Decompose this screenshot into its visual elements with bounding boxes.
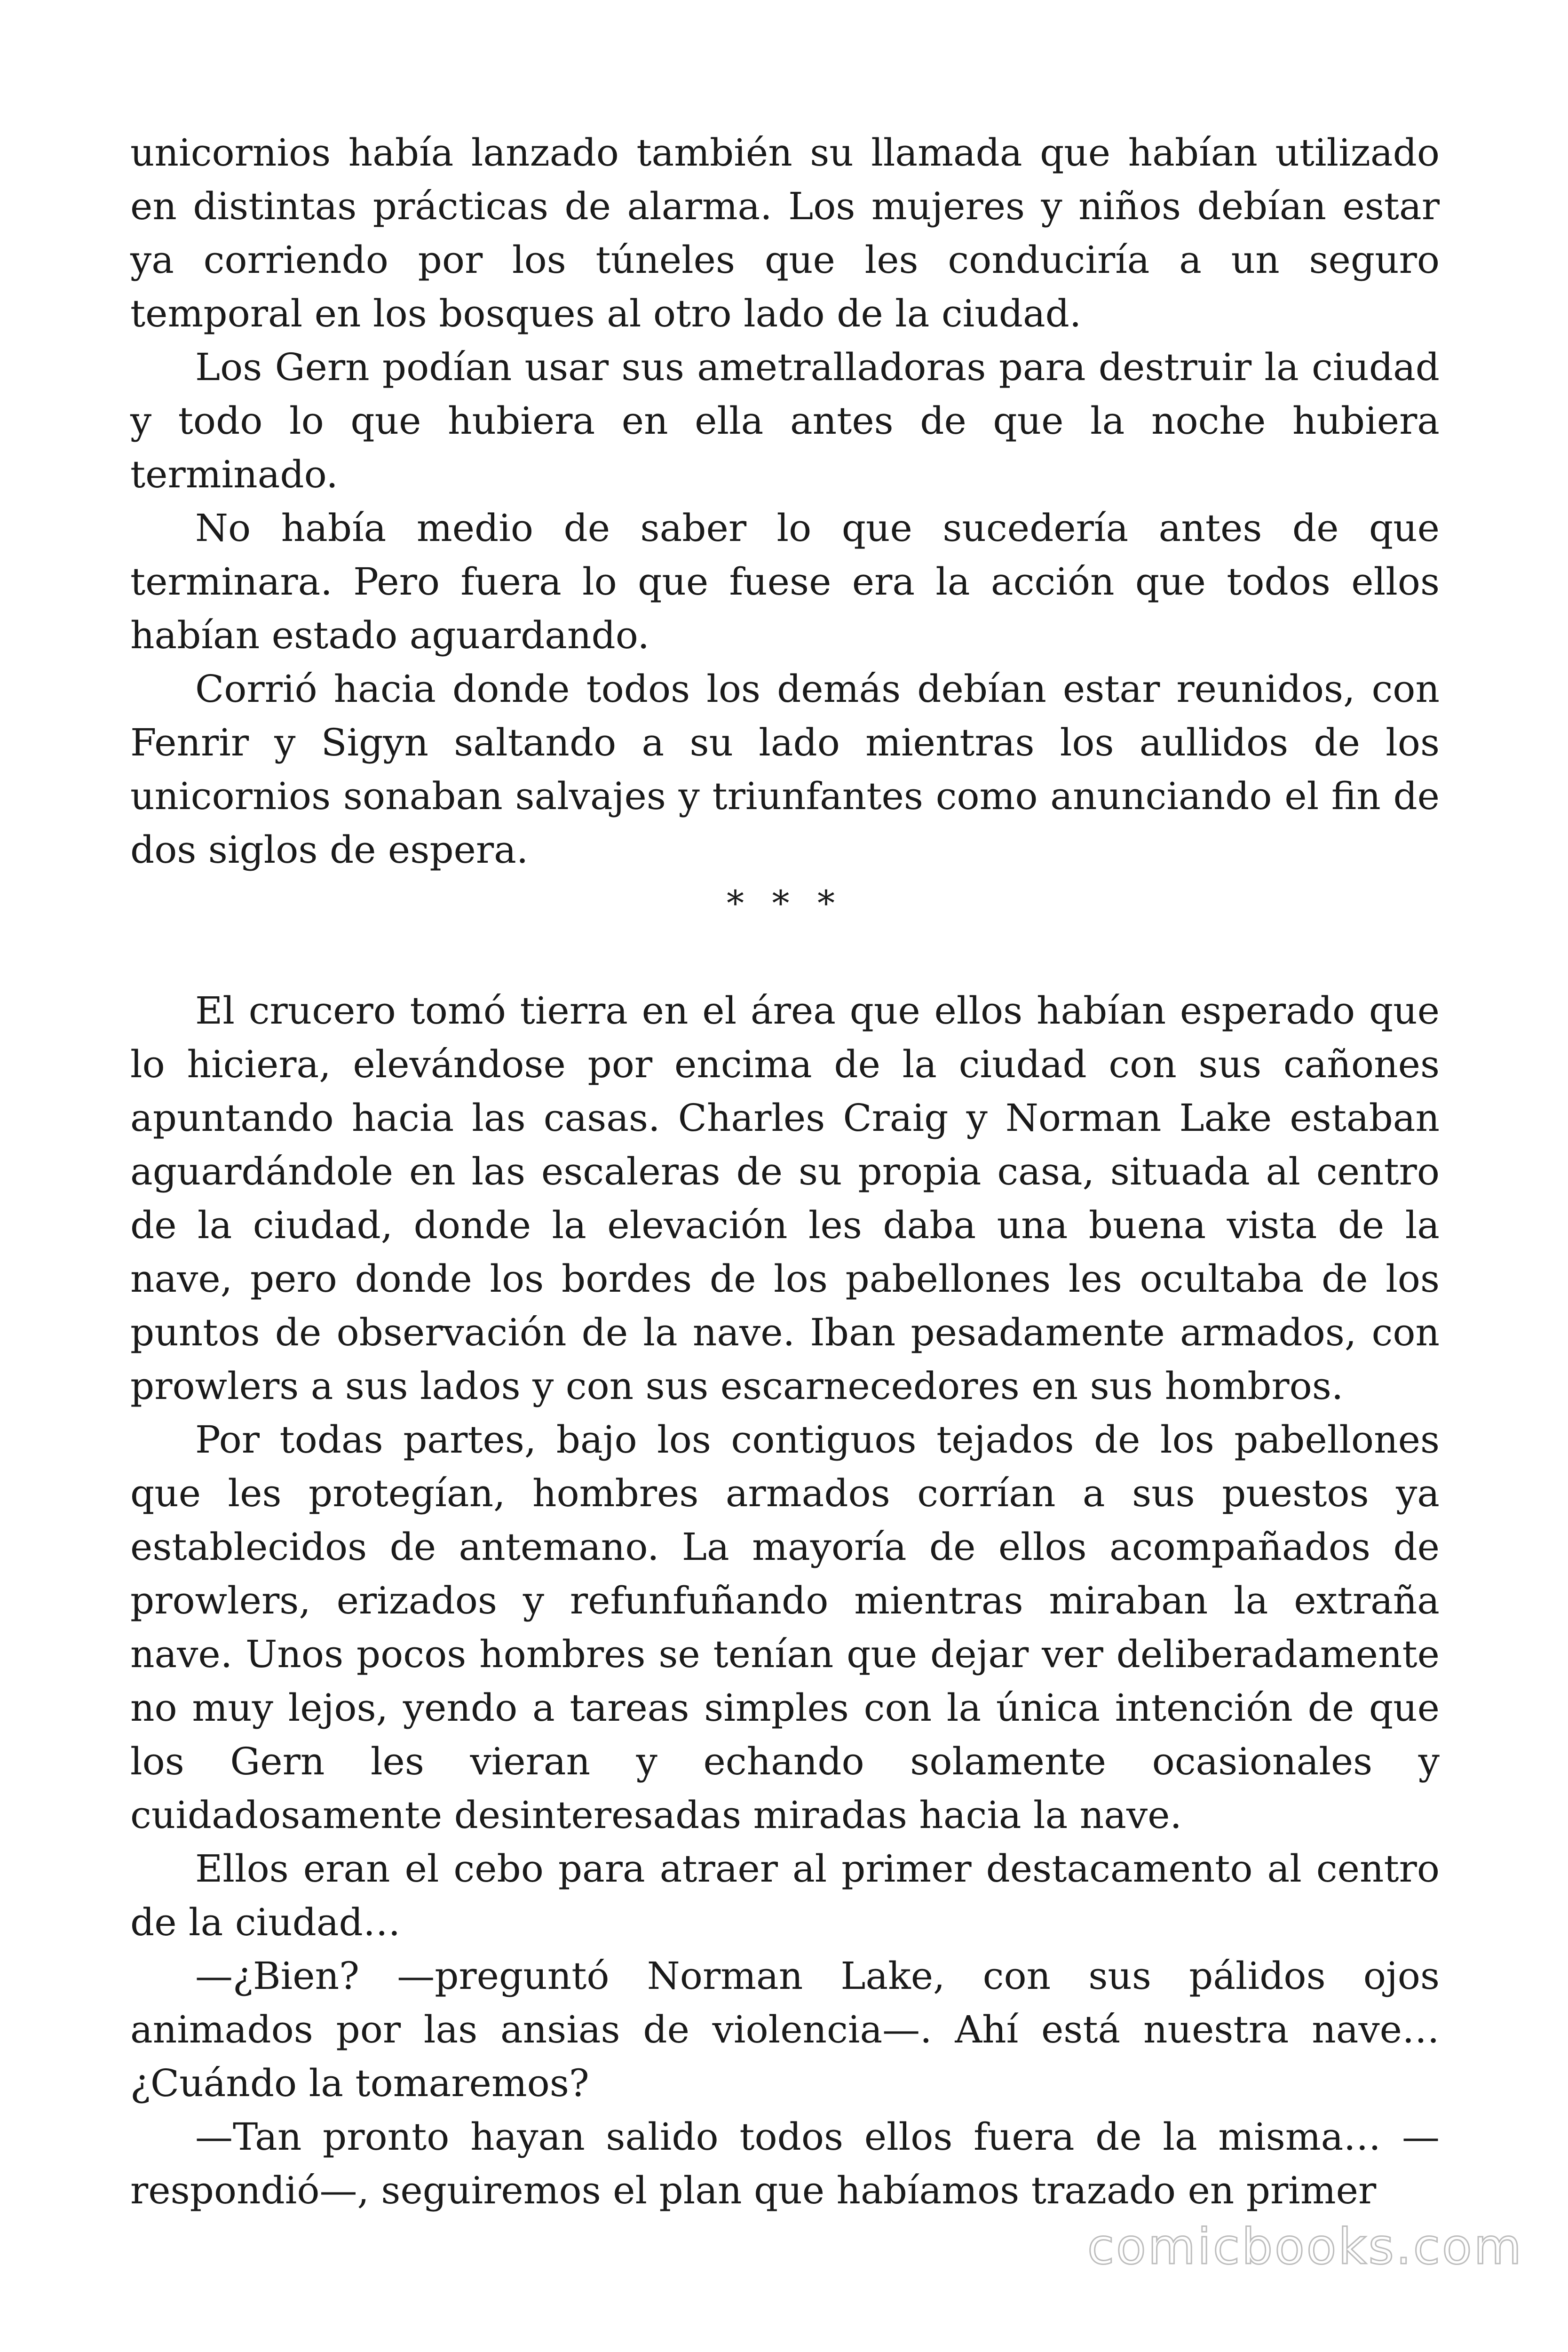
- paragraph-6: Por todas partes, bajo los contiguos tejados de los pabellones que les protegían, hombres armados corrían a sus puestos ya establecidos de antemano. La mayoría de ellos acompañados de prowlers, erizados y refunfuñando mientras miraban la extraña nave. Unos pocos hombres se tenían que dejar ver deliberadamente no muy lejos, yendo a tareas simples con la única intención de que los Gern les vieran y echando solamente ocasionales y cuidadosamente desinteresadas miradas hacia la nave.: [130, 1418, 1440, 1837]
- paragraph-5: El crucero tomó tierra en el área que ellos habían esperado que lo hiciera, elevándose por encima de la ciudad con sus cañones apuntando hacia las casas. Charles Craig y Norman Lake estaban aguardándole en las escaleras de su propia casa, situada al centro de la ciudad, donde la elevación les daba una buena vista de la nave, pero donde los bordes de los pabellones les ocultaba de los puntos de observación de la nave. Iban pesadamente armados, con prowlers a sus lados y con sus escarnecedores en sus hombros.: [130, 989, 1440, 1408]
- paragraph-7: Ellos eran el cebo para atraer al primer destacamento al centro de la ciudad…: [130, 1847, 1440, 1944]
- paragraph-2: Los Gern podían usar sus ametralladoras para destruir la ciudad y todo lo que hubiera en ella antes de que la noche hubiera terminado.: [130, 345, 1440, 496]
- paragraph-8: —¿Bien? —preguntó Norman Lake, con sus pálidos ojos animados por las ansias de violencia—. Ahí está nuestra nave… ¿Cuándo la tomaremos?: [130, 1954, 1440, 2105]
- watermark: comicbooks.com: [1087, 2218, 1523, 2275]
- paragraph-4: Corrió hacia donde todos los demás debían estar reunidos, con Fenrir y Sigyn saltando a su lado mientras los aullidos de los unicornios sonaban salvajes y triunfantes como anunciando el fin de dos siglos de espera.: [130, 667, 1440, 872]
- section-separator: * * *: [726, 883, 844, 924]
- paragraph-9: —Tan pronto hayan salido todos ellos fuera de la misma… —respondió—, seguiremos el plan que habíamos trazado en primer: [130, 2115, 1440, 2212]
- paragraph-1: unicornios había lanzado también su llamada que habían utilizado en distintas prácticas de alarma. Los mujeres y niños debían estar ya corriendo por los túneles que les conduciría a un seguro temporal en los bosques al otro lado de la ciudad.: [130, 131, 1440, 335]
- paragraph-3: No había medio de saber lo que sucedería antes de que terminara. Pero fuera lo que fuese era la acción que todos ellos habían estado aguardando.: [130, 506, 1440, 657]
- page-body: [130, 126, 1440, 2217]
